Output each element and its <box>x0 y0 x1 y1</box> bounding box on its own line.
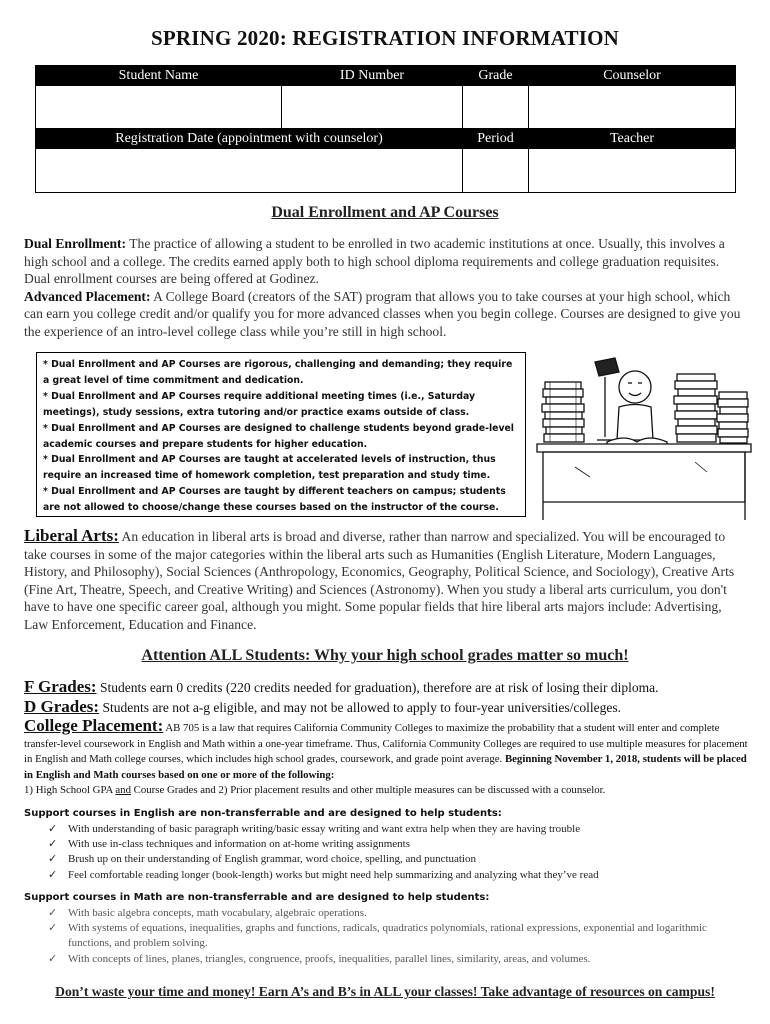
list-item: ✓ Feel comfortable reading longer (book-length) works but might need help summarizing and analyzing what they’ve read <box>48 868 748 883</box>
registration-date-field[interactable] <box>36 149 463 193</box>
college-placement-bold: Beginning November 1, 2018, students will be placed in English and Math courses based on one or more of the following: <box>24 753 747 781</box>
advanced-placement-text: A College Board (creators of the SAT) program that allows you to take courses at your high school, which can earn you college credit and/or qualify you for more advanced classes when you begin college. Courses are designed to give you the experience of an intro-level college class while you’re still in high school. <box>24 288 741 339</box>
student-studying-illustration <box>535 352 755 522</box>
check-icon: ✓ <box>48 922 58 935</box>
footer-message: Don’t waste your time and money! Earn A’s and B’s in ALL your classes! Take advantage of resources on campus! <box>55 984 715 999</box>
english-support-list <box>48 822 748 883</box>
d-grades-line <box>24 697 754 717</box>
registration-date-header: Registration Date (appointment with counselor) <box>36 129 463 149</box>
check-icon: ✓ <box>48 853 58 866</box>
teacher-header: Teacher <box>529 129 736 149</box>
student-name-header: Student Name <box>36 66 282 86</box>
id-number-header: ID Number <box>282 66 463 86</box>
teacher-field[interactable] <box>529 149 736 193</box>
student-name-field[interactable] <box>36 86 282 129</box>
list-item: ✓ Brush up on their understanding of English grammar, word choice, spelling, and punctuation <box>48 852 748 867</box>
math-support-list <box>48 906 748 967</box>
dual-enrollment-text: The practice of allowing a student to be enrolled in two academic institutions at once. Usually, this involves a high school and a college. The credits earned apply both to high school diploma requirements and college graduation requisites. Dual enrollment courses are being offered at Godinez. <box>24 236 725 287</box>
period-field[interactable] <box>463 149 529 193</box>
college-placement-text: AB 705 is a law that requires California Community Colleges to maximize the probability that a student will enter and complete transfer-level coursework in English and Math within a one-year timeframe. Thus, California Community Colleges are required to use multiple measures for placement in English and Math college courses, which includes high school grades, coursework, and grade point average. <box>24 722 748 766</box>
liberal-arts-text: An education in liberal arts is broad and diverse, rather than narrow and specialized. You will be encouraged to take courses in some of the major categories within the liberal arts such as Humanities (English Literature, Modern Languages, History, and Philosophy), Social Sciences (Anthropology, Economics, Geography, Political Science, and Sociology), Creative Arts (Fine Art, Theatre, Speech, and Creative Writing) and Sciences (Astronomy). When you study a liberal arts curriculum, you don't have to have one specific career goal, although you might. Some popular fields that hire liberal arts majors include: Advertising, Law Enforcement, Education and Finance. <box>24 529 735 632</box>
requirement-note: * Dual Enrollment and AP Courses require additional meeting times (i.e., Saturday meetings), study sessions, extra tutoring and/or practice exams outside of class. <box>43 390 476 418</box>
f-grades-line <box>24 677 754 697</box>
requirement-note: * Dual Enrollment and AP Courses are designed to challenge students beyond grade-level academic courses and prepare students for higher education. <box>43 422 514 450</box>
list-item: ✓ With use in-class techniques and information on at-home writing assignments <box>48 837 748 852</box>
list-item: ✓ With systems of equations, inequalities, graphs and functions, radicals, quadratics polynomials, rational expressions, exponential and logarithmic functions, and problem solving. <box>48 922 707 950</box>
check-icon: ✓ <box>48 907 58 919</box>
advanced-placement-label: Advanced Placement: <box>24 288 151 304</box>
f-grades-text: Students earn 0 credits (220 credits needed for graduation), therefore are at risk of losing their diploma. <box>96 680 659 695</box>
f-grades-label: F Grades: <box>24 677 97 696</box>
grade-header: Grade <box>463 66 529 86</box>
college-placement-label: College Placement: <box>24 716 164 735</box>
list-item: ✓ With concepts of lines, planes, triangles, congruence, proofs, inequalities, parallel lines, similarity, areas, and volumes. <box>48 952 748 967</box>
list-item: ✓ With basic algebra concepts, math vocabulary, algebraic operations. <box>48 906 748 921</box>
attention-heading: Attention ALL Students: Why your high school grades matter so much! <box>141 647 629 664</box>
english-support-heading: Support courses in English are non-transferrable and are designed to help students: <box>24 808 502 819</box>
course-requirements-box <box>36 352 526 517</box>
grade-field[interactable] <box>463 86 529 129</box>
d-grades-label: D Grades: <box>24 697 100 716</box>
placement-criteria-b: Course Grades and 2) Prior placement results and other multiple measures can be discussed with a counselor. <box>130 784 606 797</box>
dual-enrollment-label: Dual Enrollment: <box>24 236 127 251</box>
d-grades-text: Students are not a-g eligible, and may not be allowed to apply to four-year universities/colleges. <box>99 700 622 715</box>
counselor-field[interactable] <box>529 86 736 129</box>
placement-criteria-and: and <box>115 784 131 797</box>
list-item: ✓ With understanding of basic paragraph writing/basic essay writing and want extra help when they are having trouble <box>48 822 748 837</box>
requirement-note: * Dual Enrollment and AP Courses are taught by different teachers on campus; students are not allowed to choose/change these courses based on the instructor of the course. <box>43 486 506 514</box>
check-icon: ✓ <box>48 868 58 881</box>
requirement-note: * Dual Enrollment and AP Courses are rigorous, challenging and demanding; they require a great level of time commitment and dedication. <box>43 359 513 386</box>
dual-enrollment-paragraph <box>24 235 746 341</box>
check-icon: ✓ <box>48 823 58 835</box>
counselor-header: Counselor <box>529 66 736 86</box>
requirement-note: * Dual Enrollment and AP Courses are taught at accelerated levels of instruction, thus require an increased time of homework completion, test preparation and study time. <box>43 454 496 482</box>
dual-enrollment-heading: Dual Enrollment and AP Courses <box>271 204 499 221</box>
registration-form-table <box>35 65 736 193</box>
college-placement-paragraph <box>24 718 754 799</box>
check-icon: ✓ <box>48 952 58 965</box>
liberal-arts-paragraph <box>24 527 746 634</box>
math-support-heading: Support courses in Math are non-transferrable and are designed to help students: <box>24 892 490 903</box>
liberal-arts-label: Liberal Arts: <box>24 526 119 545</box>
id-number-field[interactable] <box>282 86 463 129</box>
period-header: Period <box>463 129 529 149</box>
check-icon: ✓ <box>48 838 58 851</box>
placement-criteria-a: 1) High School GPA <box>24 784 116 797</box>
page-title: SPRING 2020: REGISTRATION INFORMATION <box>150 26 620 50</box>
